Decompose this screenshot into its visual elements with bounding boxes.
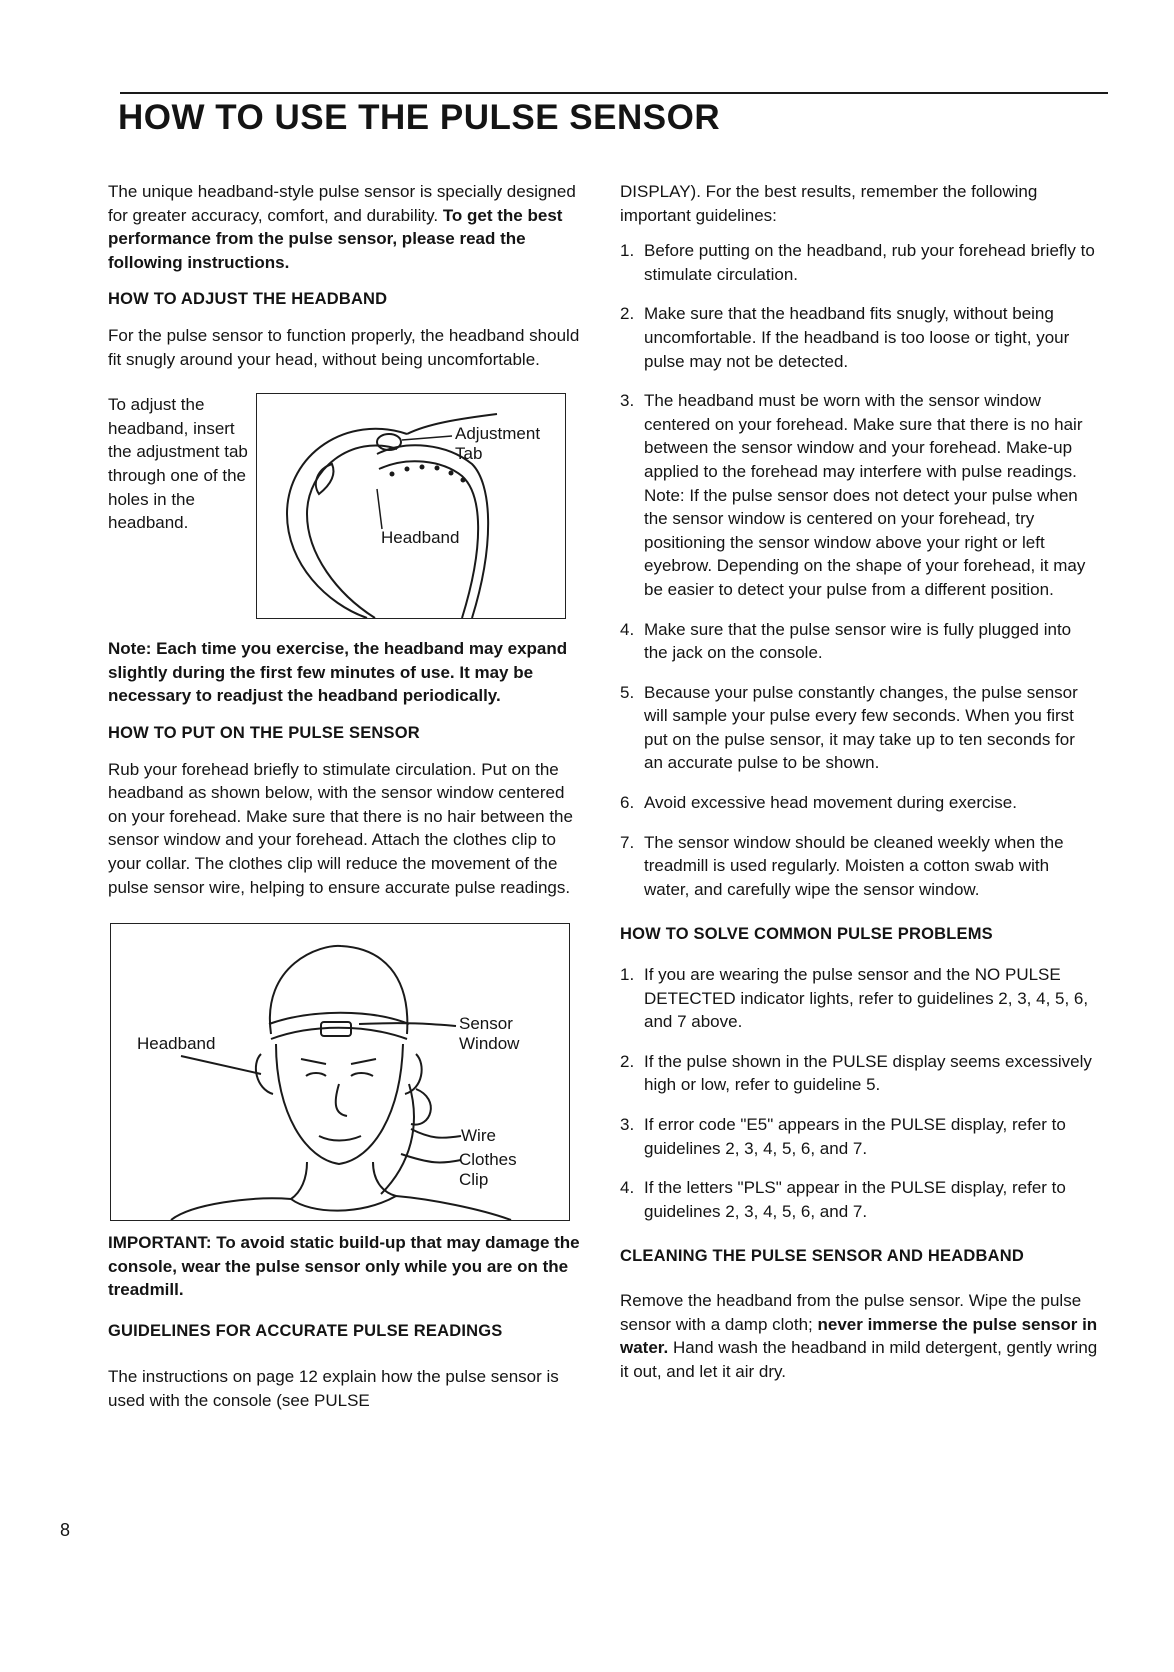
headband-figure — [256, 393, 566, 619]
adjust-body: For the pulse sensor to function properly, the headband should fit snugly around your head, without being uncomfortable. — [108, 325, 580, 369]
intro-plain: The unique headband-style pulse sensor is specially designed for greater accuracy, comfort, and durability. — [108, 182, 576, 225]
adjust-figure-row — [108, 393, 584, 637]
guideline-item — [620, 239, 1098, 286]
item-text: Make sure that the pulse sensor wire is fully plugged into the jack on the console. — [644, 619, 1072, 663]
page-number: 8 — [60, 1520, 71, 1540]
left-column — [108, 180, 584, 1413]
intro-paragraph — [108, 180, 584, 274]
cleaning-plain-2: Hand wash the headband in mild detergent, gently wring it out, and let it air dry. — [620, 1338, 1098, 1381]
cleaning-body — [620, 1289, 1098, 1383]
guidelines-heading: GUIDELINES FOR ACCURATE PULSE READINGS — [108, 1321, 503, 1340]
important-note: IMPORTANT: To avoid static build-up that may damage the console, wear the pulse sensor only while you are on the treadmill. — [108, 1233, 580, 1300]
adjust-note: Note: Each time you exercise, the headband may expand slightly during the first few minutes of use. It may be necessary to readjust the headband periodically. — [108, 639, 568, 706]
item-number: 4. — [620, 619, 635, 639]
wire-label: Wire — [461, 1126, 496, 1146]
item-text: The headband must be worn with the sensor window centered on your forehead. Make sure that there is no hair between the sensor window and your forehead. Make-up applied to the forehead may interfere with pulse readings. Note: If the pulse sensor does not detect your pulse when the sensor window is centered on your forehead, try positioning the sensor window above your right or left eyebrow. Depending on the shape of your forehead, it may be easier to detect your pulse from a different position. — [644, 391, 1086, 599]
guideline-item — [620, 681, 1098, 775]
right-column — [620, 180, 1098, 1383]
guidelines-intro: The instructions on page 12 explain how the pulse sensor is used with the console (see PULSE — [108, 1367, 559, 1411]
intro-bold: To get the best performance from the pulse sensor, please read the following instructions. — [108, 205, 563, 272]
item-number: 7. — [620, 832, 635, 852]
page-title: HOW TO USE THE PULSE SENSOR — [118, 98, 721, 137]
problem-item — [620, 963, 1098, 1034]
guidelines-list — [620, 239, 1098, 901]
problems-heading: HOW TO SOLVE COMMON PULSE PROBLEMS — [620, 925, 993, 944]
item-number: 2. — [620, 304, 635, 324]
problem-item — [620, 1050, 1098, 1097]
problem-item — [620, 1113, 1098, 1160]
item-number: 3. — [620, 391, 635, 411]
item-text: If the letters "PLS" appear in the PULSE display, refer to guidelines 2, 3, 4, 5, 6, and 7. — [644, 1178, 1066, 1221]
cleaning-plain-1: Remove the headband from the pulse sensor. Wipe the pulse sensor with a damp cloth; — [620, 1290, 1082, 1334]
item-number: 1. — [620, 965, 635, 985]
adjustment-tab-label: Adjustment Tab — [455, 424, 541, 464]
guideline-item — [620, 791, 1098, 815]
put-on-heading: HOW TO PUT ON THE PULSE SENSOR — [108, 723, 420, 742]
item-text: Before putting on the headband, rub your forehead briefly to stimulate circulation. — [644, 241, 1095, 284]
item-text: Make sure that the headband fits snugly, without being uncomfortable. If the headband is too loose or tight, your pulse may not be detected. — [644, 304, 1070, 371]
clothes-clip-label: Clothes Clip — [459, 1150, 517, 1190]
item-text: If you are wearing the pulse sensor and the NO PULSE DETECTED indicator lights, refer to guidelines 2, 3, 4, 5, 6, and 7 above. — [644, 965, 1089, 1032]
guideline-item — [620, 302, 1098, 373]
put-on-body: Rub your forehead briefly to stimulate circulation. Put on the headband as shown below, with the sensor window centered on your forehead. Make sure that there is no hair between the sensor window and your forehead. Attach the clothes clip to your collar. The clothes clip will reduce the movement of the pulse sensor wire, helping to ensure accurate pulse readings. — [108, 759, 573, 897]
cleaning-bold: never immerse the pulse sensor in water. — [620, 1314, 1098, 1358]
headband-label-2: Headband — [137, 1034, 216, 1054]
item-text: Because your pulse constantly changes, the pulse sensor will sample your pulse every few seconds. When you first put on the pulse sensor, it may take up to ten seconds for an accurate pulse to be shown. — [644, 682, 1078, 773]
wearing-figure — [110, 923, 570, 1221]
item-number: 4. — [620, 1178, 635, 1198]
display-continuation: DISPLAY). For the best results, remember the following important guidelines: — [620, 182, 1038, 225]
item-number: 1. — [620, 241, 635, 261]
item-text: Avoid excessive head movement during exercise. — [644, 793, 1017, 813]
item-number: 3. — [620, 1115, 635, 1134]
item-number: 5. — [620, 682, 635, 702]
item-text: The sensor window should be cleaned weekly when the treadmill is used regularly. Moisten a cotton swab with water, and carefully wipe the sensor window. — [644, 832, 1064, 899]
problems-list — [620, 963, 1098, 1223]
guideline-item — [620, 618, 1098, 665]
guideline-item — [620, 831, 1098, 902]
item-text: If the pulse shown in the PULSE display seems excessively high or low, refer to guideline 5. — [644, 1051, 1092, 1095]
item-text: If error code "E5" appears in the PULSE display, refer to guidelines 2, 3, 4, 5, 6, and 7. — [644, 1115, 1066, 1158]
adjust-heading: HOW TO ADJUST THE HEADBAND — [108, 290, 388, 309]
cleaning-heading: CLEANING THE PULSE SENSOR AND HEADBAND — [620, 1247, 1024, 1266]
adjust-wrap-plain: To adjust the headband, insert the adjustment tab through one of the holes in the headband. — [108, 395, 248, 533]
title-rule — [120, 92, 1108, 94]
sensor-window-label: Sensor Window — [459, 1014, 520, 1054]
item-number: 6. — [620, 793, 635, 813]
wearing-figure-wrap — [108, 923, 584, 1223]
headband-label: Headband — [381, 528, 460, 548]
adjust-wrap-text — [108, 393, 248, 535]
guideline-item — [620, 389, 1098, 601]
item-number: 2. — [620, 1051, 635, 1071]
problem-item — [620, 1176, 1098, 1223]
